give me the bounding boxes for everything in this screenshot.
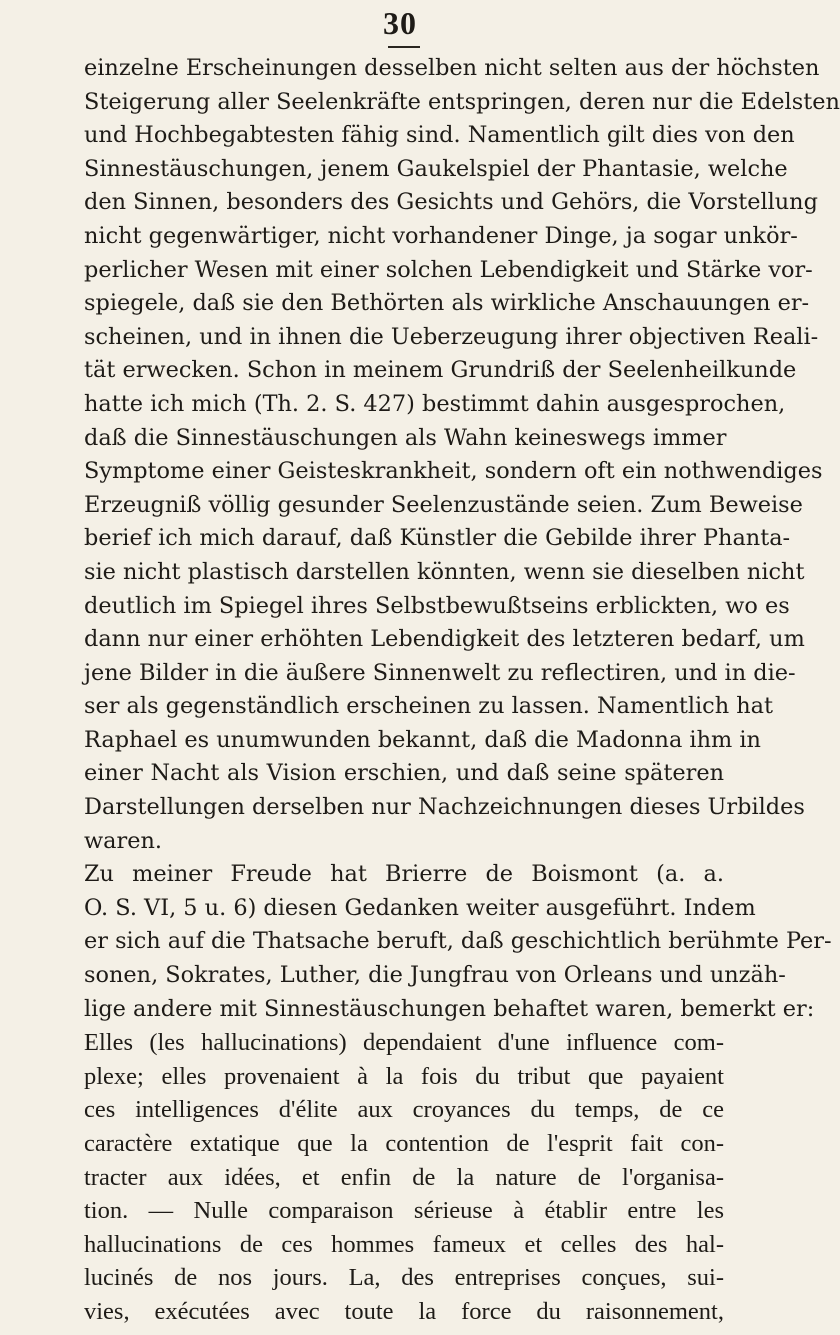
text-line-french: lucinés de nos jours. La, des entreprises conçues, sui- xyxy=(84,1264,724,1292)
text-line: einer Nacht als Vision erschien, und daß seine späteren xyxy=(84,760,724,787)
text-line: und Hochbegabtesten fähig sind. Namentlich gilt dies von den xyxy=(84,122,795,149)
text-line: Erzeugniß völlig gesunder Seelenzustände seien. Zum Beweise xyxy=(84,491,803,518)
body-text xyxy=(84,52,840,1329)
text-line: spiegele, daß sie den Bethörten als wirkliche Anschauungen er- xyxy=(84,290,810,317)
text-line-french: plexe; elles provenaient à la fois du tribut que payaient xyxy=(84,1062,724,1090)
text-line: daß die Sinnestäuschungen als Wahn keineswegs immer xyxy=(84,424,727,451)
text-line: perlicher Wesen mit einer solchen Lebendigkeit und Stärke vor- xyxy=(84,256,813,283)
text-line: Zu meiner Freude hat Brierre de Boismont (a. a. xyxy=(84,861,724,888)
text-line-french: tracter aux idées, et enfin de la nature de l'organisa- xyxy=(84,1163,724,1191)
text-line: Symptome einer Geisteskrankheit, sondern oft ein nothwendiges xyxy=(84,458,823,485)
text-line: lige andere mit Sinnestäuschungen behaftet waren, bemerkt er: xyxy=(84,995,815,1022)
page-number: 30 xyxy=(383,5,417,41)
text-line-french: ces intelligences d'élite aux croyances du temps, de ce xyxy=(84,1096,724,1124)
text-line: tät erwecken. Schon in meinem Grundriß der Seelenheilkunde xyxy=(84,357,797,384)
text-line: hatte ich mich (Th. 2. S. 427) bestimmt dahin ausgesprochen, xyxy=(84,390,786,417)
text-line-french: vies, exécutées avec toute la force du raisonnement, xyxy=(84,1297,724,1325)
text-line: ser als gegenständlich erscheinen zu lassen. Namentlich hat xyxy=(84,693,774,720)
text-line: O. S. VI, 5 u. 6) diesen Gedanken weiter ausgeführt. Indem xyxy=(84,894,756,921)
text-line-french: tion. — Nulle comparaison sérieuse à établir entre les xyxy=(84,1197,724,1225)
text-line: er sich auf die Thatsache beruft, daß geschichtlich berühmte Per- xyxy=(84,928,832,955)
text-line: sie nicht plastisch darstellen könnten, wenn sie dieselben nicht xyxy=(84,558,805,585)
text-line: dann nur einer erhöhten Lebendigkeit des letzteren bedarf, um xyxy=(84,626,805,653)
text-line-french: caractère extatique que la contention de l'esprit fait con- xyxy=(84,1130,724,1157)
text-line: sonen, Sokrates, Luther, die Jungfrau von Orleans und unzäh- xyxy=(84,962,786,989)
text-line: nicht gegenwärtiger, nicht vorhandener Dinge, ja sogar unkör- xyxy=(84,222,798,249)
text-line: Raphael es unumwunden bekannt, daß die Madonna ihm in xyxy=(84,726,761,753)
text-line: berief ich mich darauf, daß Künstler die Gebilde ihrer Phanta- xyxy=(84,525,791,552)
text-line: jene Bilder in die äußere Sinnenwelt zu reflectiren, und in die- xyxy=(84,659,796,686)
text-line-french: hallucinations de ces hommes fameux et celles des hal- xyxy=(84,1230,724,1258)
text-line: deutlich im Spiegel ihres Selbstbewußtseins erblickten, wo es xyxy=(84,592,790,619)
header-rule xyxy=(388,46,420,48)
text-line: Steigerung aller Seelenkräfte entspringen, deren nur die Edelsten xyxy=(84,88,840,115)
text-line: waren. xyxy=(84,827,163,854)
text-line: scheinen, und in ihnen die Ueberzeugung ihrer objectiven Reali- xyxy=(84,323,819,350)
text-line: den Sinnen, besonders des Gesichts und Gehörs, die Vorstellung xyxy=(84,189,818,216)
text-line: Sinnestäuschungen, jenem Gaukelspiel der Phantasie, welche xyxy=(84,155,788,182)
text-line-french: Elles (les hallucinations) dependaient d'une influence com- xyxy=(84,1029,724,1057)
text-line: einzelne Erscheinungen desselben nicht selten aus der höchsten xyxy=(84,55,820,81)
text-line: Darstellungen derselben nur Nachzeichnungen dieses Urbildes xyxy=(84,794,805,821)
